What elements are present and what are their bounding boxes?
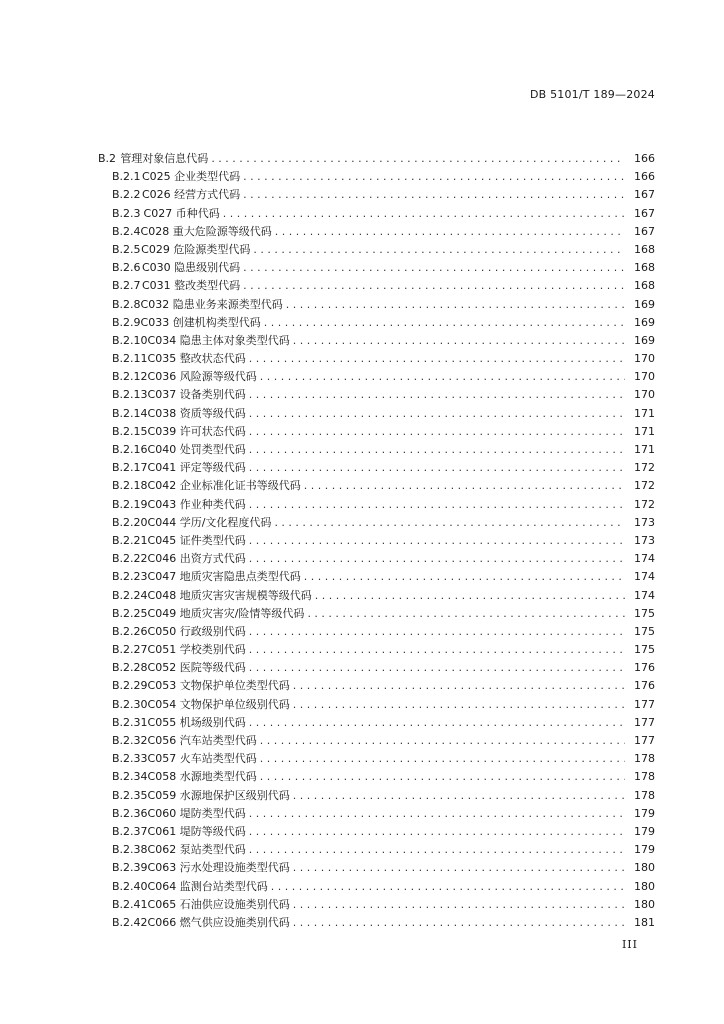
toc-dot-leader bbox=[260, 368, 625, 386]
toc-entry-number: B.2.34 bbox=[112, 770, 148, 784]
toc-entry[interactable] bbox=[98, 296, 655, 314]
toc-dot-leader bbox=[293, 332, 625, 350]
toc-entry-number: B.2.1 bbox=[112, 170, 141, 184]
toc-entry-number: B.2.9 bbox=[112, 315, 141, 329]
toc-entry[interactable] bbox=[98, 459, 655, 477]
toc-entry[interactable] bbox=[98, 587, 655, 605]
toc-entry-page: 172 bbox=[634, 479, 655, 493]
toc-entry-title: C028 重大危险源等级代码 bbox=[140, 224, 272, 238]
toc-entry-page: 177 bbox=[634, 734, 655, 747]
toc-dot-leader bbox=[275, 223, 625, 241]
toc-entry[interactable] bbox=[98, 386, 655, 404]
toc-entry-page: 166 bbox=[634, 152, 655, 165]
toc-entry-page: 168 bbox=[634, 242, 655, 256]
toc-entry-title: C049 地质灾害灾/险情等级代码 bbox=[147, 606, 305, 620]
toc-entry[interactable] bbox=[98, 823, 655, 841]
toc-entry-number: B.2.3 bbox=[112, 206, 141, 220]
toc-entry-title: C046 出资方式代码 bbox=[147, 552, 246, 566]
toc-entry-title: C061 堤防等级代码 bbox=[147, 824, 246, 838]
toc-entry-page: 170 bbox=[634, 388, 655, 402]
toc-entry-page: 171 bbox=[634, 406, 655, 420]
toc-entry-title: C032 隐患业务来源类型代码 bbox=[140, 297, 283, 311]
toc-entry-number: B.2.41 bbox=[112, 897, 148, 911]
toc-entry-page: 177 bbox=[634, 697, 655, 711]
toc-dot-leader bbox=[293, 914, 625, 932]
toc-entry-page: 178 bbox=[634, 788, 655, 802]
toc-entry[interactable] bbox=[98, 641, 655, 659]
toc-entry-title: C058 水源地类型代码 bbox=[147, 770, 257, 784]
page-number: III bbox=[621, 938, 638, 951]
toc-entry-number: B.2.5 bbox=[112, 242, 141, 256]
toc-entry-page: 175 bbox=[634, 624, 655, 638]
toc-entry-number: B.2.21 bbox=[112, 533, 148, 547]
toc-dot-leader bbox=[249, 532, 625, 550]
toc-entry-number: B.2.40 bbox=[112, 879, 148, 893]
toc-entry[interactable] bbox=[98, 314, 655, 332]
toc-entry-title: C040 处罚类型代码 bbox=[147, 443, 246, 456]
toc-entry-title: C038 资质等级代码 bbox=[147, 406, 246, 420]
toc-entry-title: C048 地质灾害灾害规模等级代码 bbox=[147, 588, 312, 602]
toc-dot-leader bbox=[249, 823, 625, 841]
toc-entry-number: B.2.8 bbox=[112, 297, 141, 311]
toc-entry-page: 168 bbox=[634, 279, 655, 293]
toc-dot-leader bbox=[293, 696, 625, 714]
toc-entry-page: 180 bbox=[634, 897, 655, 911]
toc-entry-number: B.2.24 bbox=[112, 588, 148, 602]
document-code: DB 5101/T 189—2024 bbox=[529, 88, 655, 101]
toc-entry[interactable] bbox=[98, 605, 655, 623]
toc-entry-title: C033 创建机构类型代码 bbox=[140, 315, 261, 329]
toc-entry-title: C035 整改状态代码 bbox=[147, 352, 246, 366]
toc-entry-page: 178 bbox=[634, 752, 655, 766]
toc-entry-number: B.2.35 bbox=[112, 788, 148, 802]
toc-entry[interactable] bbox=[98, 423, 655, 441]
toc-entry[interactable] bbox=[98, 150, 655, 168]
toc-dot-leader bbox=[293, 859, 625, 877]
toc-entry[interactable] bbox=[98, 332, 655, 350]
toc-entry-number: B.2.13 bbox=[112, 388, 148, 402]
toc-dot-leader bbox=[249, 459, 625, 477]
toc-entry-number: B.2.14 bbox=[112, 406, 148, 420]
toc-dot-leader bbox=[249, 350, 625, 368]
toc-entry[interactable] bbox=[98, 878, 655, 896]
toc-entry[interactable] bbox=[98, 514, 655, 532]
toc-entry-title: C060 堤防类型代码 bbox=[147, 806, 246, 820]
toc-entry-title: C044 学历/文化程度代码 bbox=[147, 515, 272, 529]
toc-entry-page: 172 bbox=[634, 497, 655, 511]
toc-entry[interactable] bbox=[98, 441, 655, 459]
toc-dot-leader bbox=[264, 314, 625, 332]
toc-entry[interactable] bbox=[98, 223, 655, 241]
toc-dot-leader bbox=[293, 787, 625, 805]
toc-entry[interactable] bbox=[98, 896, 655, 914]
toc-entry-title: C039 许可状态代码 bbox=[147, 424, 246, 438]
toc-entry-page: 176 bbox=[634, 679, 655, 693]
toc-entry-number: B.2.36 bbox=[112, 806, 148, 820]
toc-entry-number: B.2.25 bbox=[112, 606, 148, 620]
toc-entry-title: C034 隐患主体对象类型代码 bbox=[147, 333, 290, 347]
table-of-contents bbox=[98, 150, 655, 932]
toc-dot-leader bbox=[307, 605, 625, 623]
toc-entry[interactable] bbox=[98, 659, 655, 677]
toc-entry-title: C030 隐患级别代码 bbox=[141, 261, 241, 275]
toc-entry[interactable] bbox=[98, 696, 655, 714]
toc-entry-page: 174 bbox=[634, 588, 655, 602]
toc-entry-page: 181 bbox=[634, 915, 655, 929]
toc-entry-number: B.2.16 bbox=[112, 443, 148, 456]
toc-entry-title: C056 汽车站类型代码 bbox=[147, 734, 257, 747]
toc-entry-page: 172 bbox=[634, 461, 655, 475]
toc-dot-leader bbox=[243, 259, 625, 277]
toc-entry-number: B.2 bbox=[98, 152, 117, 165]
toc-entry[interactable] bbox=[98, 750, 655, 768]
toc-entry[interactable] bbox=[98, 405, 655, 423]
toc-entry-title: C037 设备类别代码 bbox=[147, 388, 246, 402]
toc-entry-number: B.2.33 bbox=[112, 752, 148, 766]
toc-entry[interactable] bbox=[98, 623, 655, 641]
toc-entry[interactable] bbox=[98, 168, 655, 186]
toc-entry-title: C031 整改类型代码 bbox=[141, 279, 241, 293]
toc-dot-leader bbox=[249, 496, 625, 514]
toc-dot-leader bbox=[249, 641, 625, 659]
toc-entry[interactable] bbox=[98, 805, 655, 823]
toc-entry-title: C043 作业种类代码 bbox=[147, 497, 246, 511]
toc-entry-page: 169 bbox=[634, 297, 655, 311]
toc-entry-title: C027 币种代码 bbox=[143, 206, 220, 220]
toc-entry-title: C025 企业类型代码 bbox=[141, 170, 241, 184]
toc-entry-number: B.2.4 bbox=[112, 224, 141, 238]
toc-entry[interactable] bbox=[98, 677, 655, 695]
toc-entry-title: C045 证件类型代码 bbox=[147, 533, 246, 547]
toc-entry-number: B.2.22 bbox=[112, 552, 148, 566]
toc-entry[interactable] bbox=[98, 241, 655, 259]
toc-dot-leader bbox=[243, 168, 625, 186]
toc-dot-leader bbox=[249, 386, 625, 404]
toc-dot-leader bbox=[211, 150, 625, 168]
toc-entry[interactable] bbox=[98, 205, 655, 223]
toc-dot-leader bbox=[315, 587, 625, 605]
toc-dot-leader bbox=[249, 550, 625, 568]
toc-entry-page: 168 bbox=[634, 261, 655, 275]
toc-entry-title: C059 水源地保护区级别代码 bbox=[147, 788, 290, 802]
toc-entry[interactable] bbox=[98, 914, 655, 932]
toc-entry-title: C053 文物保护单位类型代码 bbox=[147, 679, 290, 693]
toc-entry-number: B.2.20 bbox=[112, 515, 148, 529]
toc-dot-leader bbox=[293, 677, 625, 695]
toc-entry[interactable] bbox=[98, 787, 655, 805]
toc-entry-number: B.2.18 bbox=[112, 479, 148, 493]
toc-entry-number: B.2.7 bbox=[112, 279, 141, 293]
toc-entry-page: 171 bbox=[634, 424, 655, 438]
toc-entry-number: B.2.31 bbox=[112, 715, 148, 729]
toc-entry-page: 169 bbox=[634, 315, 655, 329]
toc-entry-number: B.2.15 bbox=[112, 424, 148, 438]
toc-entry[interactable] bbox=[98, 496, 655, 514]
toc-entry-number: B.2.26 bbox=[112, 624, 148, 638]
toc-entry-title: C066 燃气供应设施类别代码 bbox=[147, 915, 290, 929]
toc-entry[interactable] bbox=[98, 277, 655, 295]
toc-entry-page: 167 bbox=[634, 188, 655, 202]
toc-entry-page: 180 bbox=[634, 861, 655, 875]
toc-dot-leader bbox=[249, 805, 625, 823]
toc-entry[interactable] bbox=[98, 532, 655, 550]
toc-entry-title: C065 石油供应设施类别代码 bbox=[147, 897, 290, 911]
toc-dot-leader bbox=[249, 405, 625, 423]
toc-dot-leader bbox=[249, 841, 625, 859]
toc-entry[interactable] bbox=[98, 841, 655, 859]
toc-entry-title: C052 医院等级代码 bbox=[147, 661, 246, 675]
toc-entry-page: 174 bbox=[634, 552, 655, 566]
toc-entry-page: 167 bbox=[634, 206, 655, 220]
toc-entry-number: B.2.6 bbox=[112, 261, 141, 275]
toc-entry-page: 170 bbox=[634, 370, 655, 384]
toc-entry[interactable] bbox=[98, 186, 655, 204]
toc-entry-number: B.2.32 bbox=[112, 734, 148, 747]
toc-entry-page: 171 bbox=[634, 443, 655, 456]
toc-entry[interactable] bbox=[98, 350, 655, 368]
toc-entry-title: C054 文物保护单位级别代码 bbox=[147, 697, 290, 711]
toc-entry-number: B.2.30 bbox=[112, 697, 148, 711]
toc-entry-page: 175 bbox=[634, 606, 655, 620]
toc-dot-leader bbox=[271, 878, 625, 896]
toc-entry[interactable] bbox=[98, 368, 655, 386]
toc-entry-title: C026 经营方式代码 bbox=[141, 188, 241, 202]
toc-entry-title: C029 危险源类型代码 bbox=[141, 242, 251, 256]
toc-dot-leader bbox=[260, 750, 625, 768]
toc-dot-leader bbox=[249, 423, 625, 441]
toc-entry-number: B.2.23 bbox=[112, 570, 148, 584]
toc-entry-number: B.2.38 bbox=[112, 843, 148, 857]
toc-entry-number: B.2.27 bbox=[112, 643, 148, 657]
toc-entry-title: C041 评定等级代码 bbox=[147, 461, 246, 475]
toc-entry-page: 170 bbox=[634, 352, 655, 366]
toc-entry-page: 166 bbox=[634, 170, 655, 184]
toc-dot-leader bbox=[304, 477, 625, 495]
toc-entry-number: B.2.11 bbox=[112, 352, 148, 366]
toc-entry-title: C064 监测台站类型代码 bbox=[147, 879, 268, 893]
toc-entry-page: 180 bbox=[634, 879, 655, 893]
toc-entry-page: 179 bbox=[634, 824, 655, 838]
toc-dot-leader bbox=[249, 623, 625, 641]
toc-entry[interactable] bbox=[98, 259, 655, 277]
toc-entry-title: C062 泵站类型代码 bbox=[147, 843, 246, 857]
toc-entry-title: C050 行政级别代码 bbox=[147, 624, 246, 638]
toc-entry-title: C047 地质灾害隐患点类型代码 bbox=[147, 570, 301, 584]
toc-entry-page: 175 bbox=[634, 643, 655, 657]
toc-entry[interactable] bbox=[98, 859, 655, 877]
toc-entry[interactable] bbox=[98, 550, 655, 568]
toc-dot-leader bbox=[253, 241, 625, 259]
toc-dot-leader bbox=[293, 896, 625, 914]
toc-entry-page: 169 bbox=[634, 333, 655, 347]
toc-dot-leader bbox=[304, 568, 625, 586]
toc-entry-page: 176 bbox=[634, 661, 655, 675]
toc-entry-number: B.2.29 bbox=[112, 679, 148, 693]
toc-entry-number: B.2.17 bbox=[112, 461, 148, 475]
toc-dot-leader bbox=[260, 768, 625, 786]
toc-entry-page: 179 bbox=[634, 843, 655, 857]
toc-dot-leader bbox=[243, 277, 625, 295]
toc-dot-leader bbox=[249, 714, 625, 732]
toc-dot-leader bbox=[274, 514, 625, 532]
toc-dot-leader bbox=[223, 205, 625, 223]
toc-entry-number: B.2.42 bbox=[112, 915, 148, 929]
toc-entry[interactable] bbox=[98, 732, 655, 750]
toc-entry-title: C042 企业标准化证书等级代码 bbox=[147, 479, 301, 493]
toc-dot-leader bbox=[260, 732, 625, 750]
toc-entry-number: B.2.19 bbox=[112, 497, 148, 511]
toc-entry-number: B.2.2 bbox=[112, 188, 141, 202]
toc-entry-number: B.2.37 bbox=[112, 824, 148, 838]
toc-entry-number: B.2.28 bbox=[112, 661, 148, 675]
toc-entry[interactable] bbox=[98, 768, 655, 786]
toc-dot-leader bbox=[249, 659, 625, 677]
toc-entry-page: 178 bbox=[634, 770, 655, 784]
toc-dot-leader bbox=[286, 296, 625, 314]
toc-entry-title: C063 污水处理设施类型代码 bbox=[147, 861, 290, 875]
toc-entry-title: C036 风险源等级代码 bbox=[147, 370, 257, 384]
toc-entry-title: C057 火车站类型代码 bbox=[147, 752, 257, 766]
toc-entry[interactable] bbox=[98, 714, 655, 732]
toc-entry-title: 管理对象信息代码 bbox=[120, 152, 209, 165]
toc-entry-page: 173 bbox=[634, 533, 655, 547]
toc-entry-page: 174 bbox=[634, 570, 655, 584]
toc-entry[interactable] bbox=[98, 568, 655, 586]
toc-dot-leader bbox=[249, 441, 625, 459]
toc-entry-number: B.2.39 bbox=[112, 861, 148, 875]
toc-entry-number: B.2.10 bbox=[112, 333, 148, 347]
toc-dot-leader bbox=[243, 186, 625, 204]
toc-entry-title: C051 学校类别代码 bbox=[147, 643, 246, 657]
toc-entry-title: C055 机场级别代码 bbox=[147, 715, 246, 729]
toc-entry-number: B.2.12 bbox=[112, 370, 148, 384]
toc-entry[interactable] bbox=[98, 477, 655, 495]
toc-entry-page: 167 bbox=[634, 224, 655, 238]
toc-entry-page: 179 bbox=[634, 806, 655, 820]
toc-entry-page: 177 bbox=[634, 715, 655, 729]
toc-entry-page: 173 bbox=[634, 515, 655, 529]
